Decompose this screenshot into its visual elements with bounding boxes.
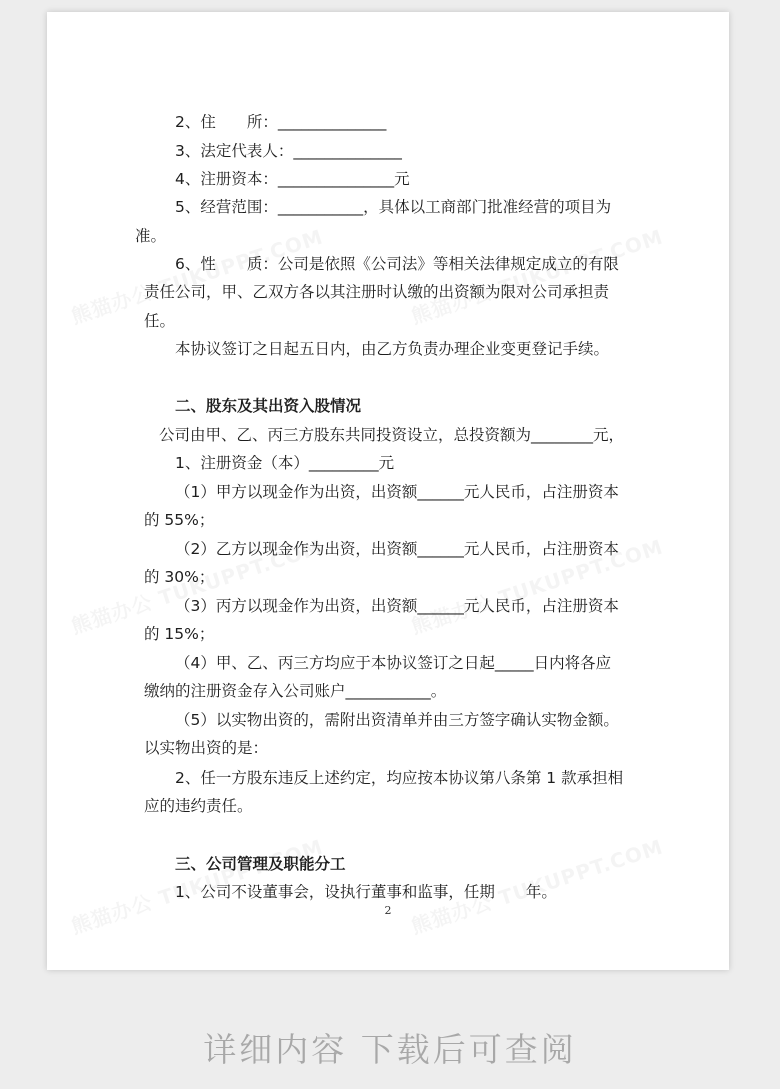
text-line: 的 55%；	[144, 511, 215, 529]
text-line: 公司由甲、乙、丙三方股东共同投资设立，总投资额为________元，	[159, 426, 625, 444]
page-number: 2	[384, 904, 392, 917]
section-heading: 二、股东及其出资入股情况	[175, 397, 362, 415]
text-line: 以实物出资的是：	[144, 739, 269, 757]
text-line: 本协议签订之日起五日内，由乙方负责办理企业变更登记手续。	[175, 340, 610, 358]
text-line: 1、公司不设董事会，设执行董事和监事，任期 年。	[175, 883, 557, 901]
text-line: 准。	[135, 227, 167, 245]
text-line: （5）以实物出资的，需附出资清单并由三方签字确认实物金额。	[175, 711, 619, 729]
text-line: 5、经营范围：___________，具体以工商部门批准经营的项目为	[175, 198, 612, 216]
text-line: 6、性 质：公司是依照《公司法》等相关法律规定成立的有限	[175, 255, 619, 273]
download-hint-text: 详细内容 下载后可查阅	[203, 1030, 577, 1069]
section-heading: 三、公司管理及职能分工	[175, 855, 346, 873]
text-line: 2、任一方股东违反上述约定，均应按本协议第八条第 1 款承担相	[175, 769, 624, 787]
document-page	[47, 12, 729, 970]
text-line: （3）丙方以现金作为出资，出资额______元人民币，占注册资本	[175, 597, 619, 615]
text-line: （1）甲方以现金作为出资，出资额______元人民币，占注册资本	[175, 483, 619, 501]
text-line: 责任公司，甲、乙双方各以其注册时认缴的出资额为限对公司承担责	[144, 283, 610, 301]
text-line: （2）乙方以现金作为出资，出资额______元人民币，占注册资本	[175, 540, 619, 558]
text-line: 应的违约责任。	[144, 797, 253, 815]
text-line: 任。	[144, 312, 176, 330]
text-line: 2、住 所：______________	[175, 113, 387, 131]
text-line: 的 15%；	[144, 625, 215, 643]
text-line: 3、法定代表人：______________	[175, 142, 402, 160]
text-line: （4）甲、乙、丙三方均应于本协议签订之日起_____日内将各应	[175, 654, 612, 672]
text-line: 4、注册资本：_______________元	[175, 170, 410, 188]
text-line: 的 30%；	[144, 568, 215, 586]
text-line: 缴纳的注册资金存入公司账户___________。	[144, 682, 447, 700]
text-line: 1、注册资金（本）_________元	[175, 454, 395, 472]
